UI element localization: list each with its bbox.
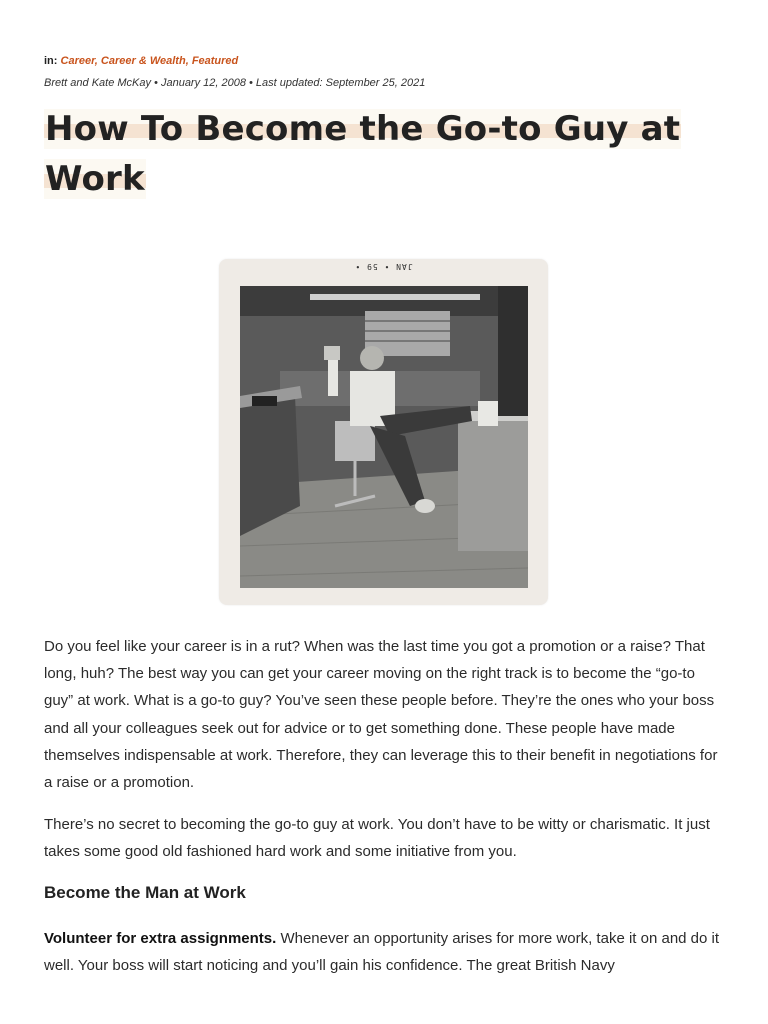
category-link-career[interactable]: Career bbox=[60, 55, 95, 67]
in-label: in: bbox=[44, 55, 58, 67]
section-heading: Become the Man at Work bbox=[44, 883, 246, 902]
category-list: in: Career, Career & Wealth, Featured bbox=[44, 55, 239, 67]
title-line-2: Work bbox=[45, 159, 145, 199]
featured-photo bbox=[219, 259, 548, 605]
category-link-career-wealth[interactable]: Career & Wealth bbox=[100, 55, 186, 67]
category-link-featured[interactable]: Featured bbox=[191, 55, 239, 67]
title-line-1: How To Become the Go-to Guy at bbox=[45, 109, 681, 149]
paragraph-3-text: Whenever an opportunity arises for more work, take it on and do it well. Your boss will start noticing and you’ll gain his confidence. The great British Navy bbox=[44, 930, 720, 975]
paragraph-3-lead: Volunteer for extra assignments. bbox=[44, 930, 277, 947]
body-paragraph-3 bbox=[44, 925, 724, 979]
photo-date-stamp: JAN • 59 • bbox=[354, 262, 413, 271]
vintage-office-photo bbox=[240, 286, 528, 588]
page-title bbox=[44, 104, 704, 204]
byline: Brett and Kate McKay • January 12, 2008 • Last updated: September 25, 2021 bbox=[44, 77, 426, 89]
body-paragraph-1: Do you feel like your career is in a rut? When was the last time you got a promotion or a raise? That long, huh? The best way you can get your career moving on the right track is to become the “go-to guy” at work. What is a go-to guy? You’ve seen these people before. They’re the ones who your boss and all your colleagues seek out for advice or to get something done. These people have made themselves indispensable at work. Therefore, they can leverage this to their benefit in negotiations for a raise or a promotion. bbox=[44, 638, 718, 792]
body-paragraph-2: There’s no secret to becoming the go-to guy at work. You don’t have to be witty or charismatic. It just takes some good old fashioned hard work and some initiative from you. bbox=[44, 816, 710, 861]
